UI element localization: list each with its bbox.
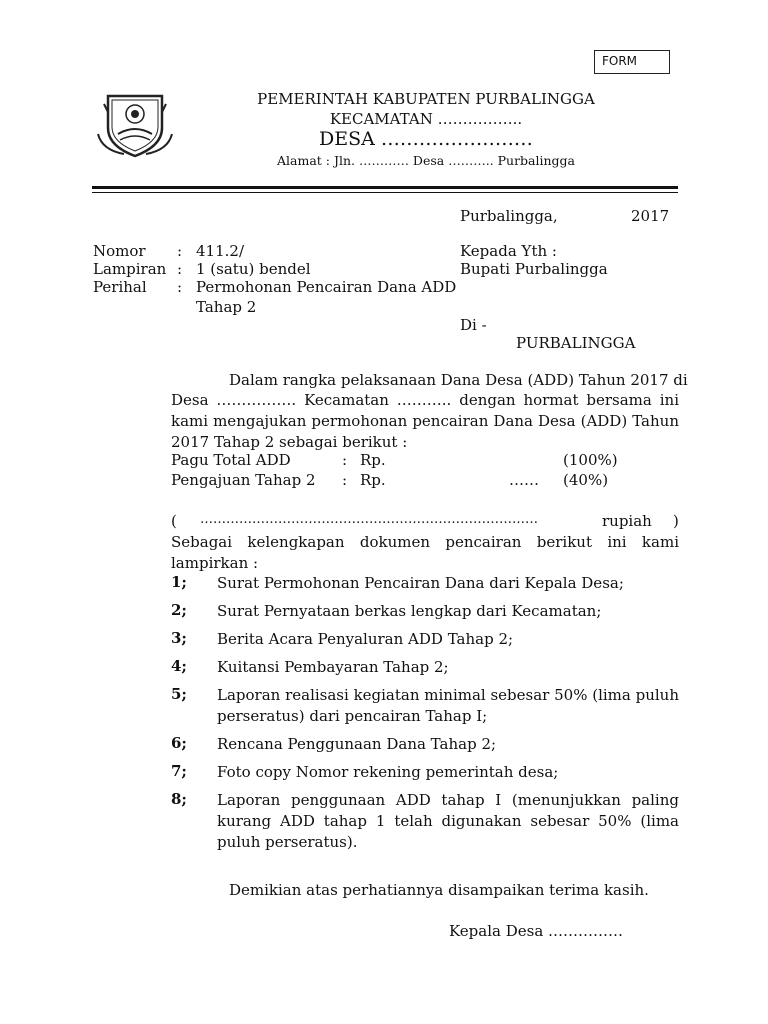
attachment-number: 7; xyxy=(171,762,187,780)
attachment-text: Rencana Penggunaan Dana Tahap 2; xyxy=(217,735,497,753)
meta-attachment-label: Lampiran xyxy=(93,260,167,278)
attachment-number: 6; xyxy=(171,734,187,752)
meta-attachment-value: 1 (satu) bendel xyxy=(196,260,311,278)
body-paragraph: Desa ……………. Kecamatan ……….. dengan hormat bersama ini kami mengajukan permohonan pencairan Dana Desa (ADD) Tahun 2017 Tahap 2 sebagai berikut : xyxy=(171,391,679,451)
header-rule-thin xyxy=(92,192,678,193)
recipient-city: PURBALINGGA xyxy=(516,334,636,352)
attachment-text: Laporan realisasi kegiatan minimal sebesar 50% (lima puluh perseratus) dari pencairan Tahap I; xyxy=(217,686,679,725)
attachment-text: Surat Permohonan Pencairan Dana dari Kepala Desa; xyxy=(217,574,624,592)
meta-subject-sep: : xyxy=(177,278,183,296)
amount-request-percent: (40%) xyxy=(563,471,609,489)
amount-total-rp: Rp. xyxy=(360,451,386,469)
body-paragraph-first-line: Dalam rangka pelaksanaan Dana Desa (ADD) Tahun 2017 di xyxy=(229,371,688,389)
attachment-number: 5; xyxy=(171,685,187,703)
meta-attachment-sep: : xyxy=(177,260,183,278)
closing-sentence: Demikian atas perhatiannya disampaikan terima kasih. xyxy=(229,881,649,899)
attachment-number: 4; xyxy=(171,657,187,675)
meta-number-value: 411.2/ xyxy=(196,242,244,260)
attachment-text: Berita Acara Penyaluran ADD Tahap 2; xyxy=(217,630,514,648)
amount-request-sep: : xyxy=(342,471,348,489)
meta-subject-label: Perihal xyxy=(93,278,147,296)
meta-subject-value: Permohonan Pencairan Dana ADD xyxy=(196,278,457,296)
meta-number-sep: : xyxy=(177,242,183,260)
header-address: Alamat : Jln. ………… Desa ……….. Purbalingga xyxy=(276,153,576,168)
form-label-box: FORM xyxy=(594,50,670,74)
attachments-intro: Sebagai kelengkapan dokumen pencairan berikut ini kami lampirkan : xyxy=(171,533,679,572)
attachment-text: Kuitansi Pembayaran Tahap 2; xyxy=(217,658,449,676)
amount-total-label: Pagu Total ADD xyxy=(171,451,291,469)
attachment-text: Surat Pernyataan berkas lengkap dari Kecamatan; xyxy=(217,602,602,620)
attachment-number: 2; xyxy=(171,601,187,619)
amount-request-label: Pengajuan Tahap 2 xyxy=(171,471,316,489)
amount-total-percent: (100%) xyxy=(563,451,618,469)
date-place: Purbalingga, xyxy=(460,207,558,225)
date-year: 2017 xyxy=(631,207,670,225)
meta-number-label: Nomor xyxy=(93,242,146,260)
terbilang-close: ) xyxy=(673,512,679,530)
signature-title: Kepala Desa …………… xyxy=(449,922,624,940)
header-village: DESA …………………… xyxy=(319,128,533,150)
recipient-to: Kepada Yth : xyxy=(460,242,557,260)
attachment-number: 3; xyxy=(171,629,187,647)
attachment-number: 1; xyxy=(171,573,187,591)
attachment-text: Foto copy Nomor rekening pemerintah desa; xyxy=(217,763,559,781)
terbilang-dots: …………………………………………………………………… xyxy=(200,512,538,527)
amount-request-dots: …… xyxy=(509,471,539,489)
terbilang-word: rupiah xyxy=(602,512,652,530)
meta-subject-value-cont: Tahap 2 xyxy=(196,298,257,316)
header-rule-thick xyxy=(92,186,678,189)
amount-total-sep: : xyxy=(342,451,348,469)
recipient-di: Di - xyxy=(460,316,487,334)
header-district: KECAMATAN …………….. xyxy=(329,110,523,128)
header-government: PEMERINTAH KABUPATEN PURBALINGGA xyxy=(257,90,595,108)
recipient-name: Bupati Purbalingga xyxy=(460,260,608,278)
attachment-number: 8; xyxy=(171,790,187,808)
attachment-text: Laporan penggunaan ADD tahap I (menunjukkan paling kurang ADD tahap 1 telah digunakan sebesar 50% (lima puluh perseratus). xyxy=(217,791,679,851)
amount-request-rp: Rp. xyxy=(360,471,386,489)
terbilang-open: ( xyxy=(171,512,177,530)
